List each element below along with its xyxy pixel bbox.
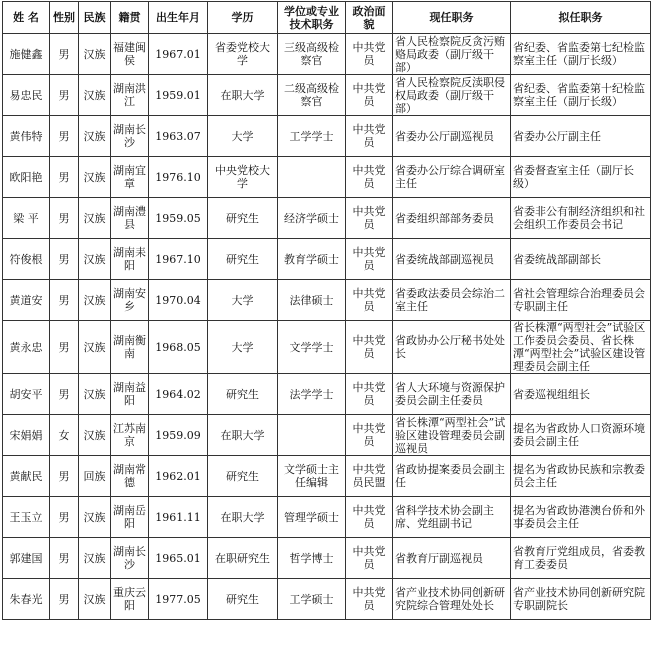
degree-cell: 教育学硕士 (278, 239, 346, 280)
birth-cell: 1970.04 (149, 280, 208, 321)
gender-cell: 男 (50, 75, 79, 116)
proposed-post-cell: 省教育厅党组成员，省委教育工委委员 (511, 538, 651, 579)
gender-cell: 男 (50, 456, 79, 497)
gender-cell: 男 (50, 280, 79, 321)
birth-cell: 1967.10 (149, 239, 208, 280)
party-cell: 中共党员 (346, 157, 393, 198)
current-post-cell: 省委组织部部务委员 (393, 198, 511, 239)
hometown-cell: 湖南长沙 (111, 538, 149, 579)
degree-cell: 二级高级检察官 (278, 75, 346, 116)
current-post-cell: 省人大环境与资源保护委员会副主任委员 (393, 374, 511, 415)
education-cell: 研究生 (208, 374, 278, 415)
ethnicity-cell: 汉族 (79, 75, 111, 116)
name-cell: 胡安平 (3, 374, 50, 415)
header-birth: 出生年月 (149, 2, 208, 34)
ethnicity-cell: 汉族 (79, 116, 111, 157)
birth-cell: 1976.10 (149, 157, 208, 198)
current-post-cell: 省委统战部副巡视员 (393, 239, 511, 280)
education-cell: 大学 (208, 116, 278, 157)
proposed-post-cell: 提名为省政协民族和宗教委员会主任 (511, 456, 651, 497)
current-post-cell: 省委办公厅综合调研室主任 (393, 157, 511, 198)
birth-cell: 1962.01 (149, 456, 208, 497)
party-cell: 中共党员 (346, 34, 393, 75)
hometown-cell: 湖南安乡 (111, 280, 149, 321)
degree-cell: 法学学士 (278, 374, 346, 415)
hometown-cell: 福建闽侯 (111, 34, 149, 75)
education-cell: 大学 (208, 280, 278, 321)
birth-cell: 1961.11 (149, 497, 208, 538)
education-cell: 省委党校大学 (208, 34, 278, 75)
birth-cell: 1968.05 (149, 321, 208, 374)
ethnicity-cell: 回族 (79, 456, 111, 497)
table-row (3, 239, 651, 280)
birth-cell: 1964.02 (149, 374, 208, 415)
hometown-cell: 重庆云阳 (111, 579, 149, 620)
hometown-cell: 湖南洪江 (111, 75, 149, 116)
current-post-cell: 省人民检察院反贪污贿赂局政委（副厅级干部） (393, 34, 511, 75)
education-cell: 在职研究生 (208, 538, 278, 579)
current-post-cell: 省教育厅副巡视员 (393, 538, 511, 579)
gender-cell: 男 (50, 321, 79, 374)
ethnicity-cell: 汉族 (79, 497, 111, 538)
gender-cell: 男 (50, 579, 79, 620)
ethnicity-cell: 汉族 (79, 34, 111, 75)
party-cell: 中共党员 (346, 497, 393, 538)
degree-cell: 法律硕士 (278, 280, 346, 321)
ethnicity-cell: 汉族 (79, 374, 111, 415)
degree-cell: 工学硕士 (278, 579, 346, 620)
birth-cell: 1965.01 (149, 538, 208, 579)
personnel-table (2, 1, 651, 620)
degree-cell: 文学学士 (278, 321, 346, 374)
header-degree: 学位或专业技术职务 (278, 2, 346, 34)
table-row (3, 157, 651, 198)
proposed-post-cell: 省委督查室主任（副厅长级） (511, 157, 651, 198)
party-cell: 中共党员 (346, 280, 393, 321)
party-cell: 中共党员 (346, 321, 393, 374)
ethnicity-cell: 汉族 (79, 280, 111, 321)
proposed-post-cell: 提名为省政协人口资源环境委员会副主任 (511, 415, 651, 456)
hometown-cell: 江苏南京 (111, 415, 149, 456)
header-name: 姓 名 (3, 2, 50, 34)
party-cell: 中共党员 (346, 116, 393, 157)
current-post-cell: 省委政法委员会综治二室主任 (393, 280, 511, 321)
name-cell: 黄道安 (3, 280, 50, 321)
table-row (3, 321, 651, 374)
name-cell: 施健鑫 (3, 34, 50, 75)
table-row (3, 579, 651, 620)
header-current-post: 现任职务 (393, 2, 511, 34)
ethnicity-cell: 汉族 (79, 239, 111, 280)
party-cell: 中共党员 (346, 75, 393, 116)
gender-cell: 男 (50, 116, 79, 157)
name-cell: 王玉立 (3, 497, 50, 538)
hometown-cell: 湖南澧县 (111, 198, 149, 239)
education-cell: 研究生 (208, 198, 278, 239)
education-cell: 研究生 (208, 239, 278, 280)
education-cell: 中央党校大学 (208, 157, 278, 198)
name-cell: 梁 平 (3, 198, 50, 239)
table-row (3, 280, 651, 321)
hometown-cell: 湖南岳阳 (111, 497, 149, 538)
degree-cell: 管理学硕士 (278, 497, 346, 538)
name-cell: 朱春光 (3, 579, 50, 620)
header-education: 学历 (208, 2, 278, 34)
ethnicity-cell: 汉族 (79, 157, 111, 198)
name-cell: 黄永忠 (3, 321, 50, 374)
birth-cell: 1963.07 (149, 116, 208, 157)
degree-cell: 文学硕士主任编辑 (278, 456, 346, 497)
education-cell: 在职大学 (208, 497, 278, 538)
header-proposed-post: 拟任职务 (511, 2, 651, 34)
name-cell: 宋娟娟 (3, 415, 50, 456)
hometown-cell: 湖南耒阳 (111, 239, 149, 280)
table-row (3, 116, 651, 157)
proposed-post-cell: 提名为省政协港澳台侨和外事委员会主任 (511, 497, 651, 538)
table-row (3, 456, 651, 497)
gender-cell: 男 (50, 497, 79, 538)
gender-cell: 女 (50, 415, 79, 456)
current-post-cell: 省委办公厅副巡视员 (393, 116, 511, 157)
header-gender: 性别 (50, 2, 79, 34)
degree-cell: 经济学硕士 (278, 198, 346, 239)
birth-cell: 1967.01 (149, 34, 208, 75)
degree-cell: 三级高级检察官 (278, 34, 346, 75)
hometown-cell: 湖南衡南 (111, 321, 149, 374)
table-row (3, 497, 651, 538)
hometown-cell: 湖南宜章 (111, 157, 149, 198)
table-body (3, 34, 651, 620)
party-cell: 中共党员 (346, 538, 393, 579)
name-cell: 黄伟特 (3, 116, 50, 157)
table-row (3, 198, 651, 239)
proposed-post-cell: 省社会管理综合治理委员会专职副主任 (511, 280, 651, 321)
gender-cell: 男 (50, 538, 79, 579)
proposed-post-cell: 省委统战部副部长 (511, 239, 651, 280)
degree-cell (278, 415, 346, 456)
party-cell: 中共党员 (346, 374, 393, 415)
table-row (3, 374, 651, 415)
party-cell: 中共党员 (346, 198, 393, 239)
ethnicity-cell: 汉族 (79, 415, 111, 456)
header-row (3, 2, 651, 34)
name-cell: 欧阳艳 (3, 157, 50, 198)
gender-cell: 男 (50, 34, 79, 75)
gender-cell: 男 (50, 198, 79, 239)
birth-cell: 1959.09 (149, 415, 208, 456)
table-row (3, 34, 651, 75)
proposed-post-cell: 省纪委、省监委第十纪检监察室主任（副厅长级） (511, 75, 651, 116)
proposed-post-cell: 省纪委、省监委第七纪检监察室主任（副厅长级） (511, 34, 651, 75)
proposed-post-cell: 省长株潭“两型社会”试验区工作委员会委员、省长株潭“两型社会”试验区建设管理委员会副主任 (511, 321, 651, 374)
birth-cell: 1977.05 (149, 579, 208, 620)
header-hometown: 籍贯 (111, 2, 149, 34)
current-post-cell: 省科学技术协会副主席、党组副书记 (393, 497, 511, 538)
education-cell: 在职大学 (208, 415, 278, 456)
degree-cell (278, 157, 346, 198)
name-cell: 易忠民 (3, 75, 50, 116)
header-party: 政治面貌 (346, 2, 393, 34)
header-ethnicity: 民族 (79, 2, 111, 34)
degree-cell: 哲学博士 (278, 538, 346, 579)
birth-cell: 1959.05 (149, 198, 208, 239)
gender-cell: 男 (50, 374, 79, 415)
education-cell: 在职大学 (208, 75, 278, 116)
current-post-cell: 省政协提案委员会副主任 (393, 456, 511, 497)
hometown-cell: 湖南益阳 (111, 374, 149, 415)
degree-cell: 工学学士 (278, 116, 346, 157)
hometown-cell: 湖南常德 (111, 456, 149, 497)
table-row (3, 75, 651, 116)
current-post-cell: 省长株潭“两型社会”试验区建设管理委员会副巡视员 (393, 415, 511, 456)
ethnicity-cell: 汉族 (79, 579, 111, 620)
party-cell: 中共党员 (346, 579, 393, 620)
hometown-cell: 湖南长沙 (111, 116, 149, 157)
ethnicity-cell: 汉族 (79, 321, 111, 374)
proposed-post-cell: 省委非公有制经济组织和社会组织工作委员会书记 (511, 198, 651, 239)
current-post-cell: 省产业技术协同创新研究院综合管理处处长 (393, 579, 511, 620)
proposed-post-cell: 省委巡视组组长 (511, 374, 651, 415)
name-cell: 郭建国 (3, 538, 50, 579)
name-cell: 符俊根 (3, 239, 50, 280)
ethnicity-cell: 汉族 (79, 538, 111, 579)
proposed-post-cell: 省产业技术协同创新研究院专职副院长 (511, 579, 651, 620)
proposed-post-cell: 省委办公厅副主任 (511, 116, 651, 157)
current-post-cell: 省人民检察院反渎职侵权局政委（副厅级干部） (393, 75, 511, 116)
party-cell: 中共党员民盟 (346, 456, 393, 497)
ethnicity-cell: 汉族 (79, 198, 111, 239)
gender-cell: 男 (50, 239, 79, 280)
party-cell: 中共党员 (346, 239, 393, 280)
table-row (3, 415, 651, 456)
table-row (3, 538, 651, 579)
birth-cell: 1959.01 (149, 75, 208, 116)
name-cell: 黄献民 (3, 456, 50, 497)
current-post-cell: 省政协办公厅秘书处处长 (393, 321, 511, 374)
party-cell: 中共党员 (346, 415, 393, 456)
education-cell: 研究生 (208, 456, 278, 497)
gender-cell: 男 (50, 157, 79, 198)
education-cell: 大学 (208, 321, 278, 374)
education-cell: 研究生 (208, 579, 278, 620)
